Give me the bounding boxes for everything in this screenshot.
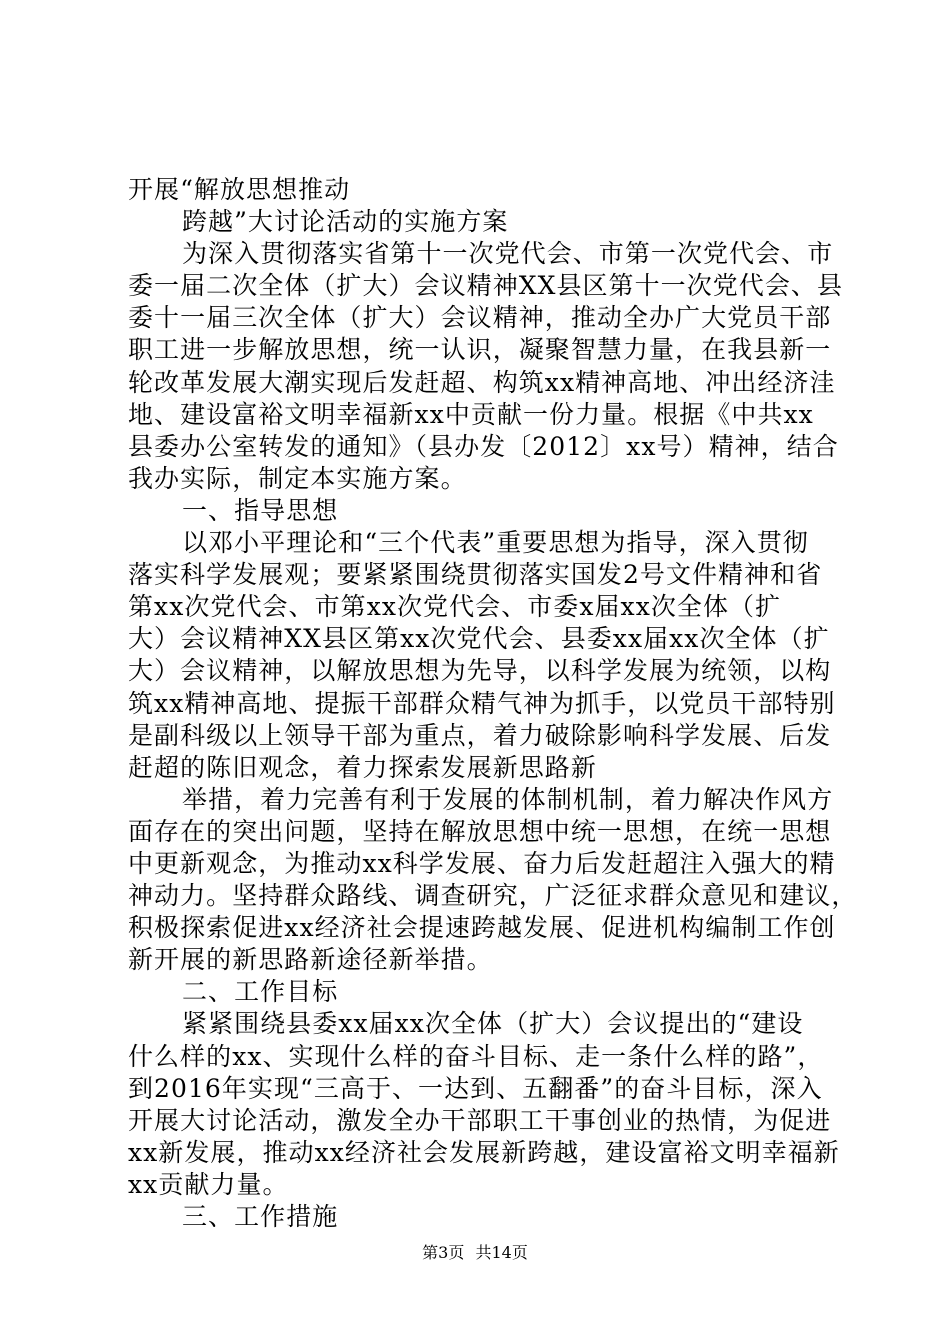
text-line: 赶超的陈旧观念，着力探索发展新思路新 [128, 752, 597, 782]
text-line: 轮改革发展大潮实现后发赶超、构筑xx精神高地、冲出经济洼 [128, 367, 836, 397]
text-line: 面存在的突出问题，坚持在解放思想中统一思想，在统一思想 [128, 816, 832, 846]
text-line: 什么样的xx、实现什么样的奋斗目标、走一条什么样的路”， [128, 1041, 824, 1071]
text-line: 到2016年实现“三高于、一达到、五翻番”的奋斗目标，深入 [128, 1073, 823, 1103]
text-line: 我办实际，制定本实施方案。 [128, 463, 467, 493]
text-line: 举措，着力完善有利于发展的体制机制，着力解决作风方 [182, 784, 834, 814]
text-line: xx贡献力量。 [128, 1169, 289, 1199]
text-line: 紧紧围绕县委xx届xx次全体（扩大）会议提出的“建设 [182, 1009, 804, 1039]
text-line: 跨越”大讨论活动的实施方案 [182, 207, 509, 237]
text-line: 第xx次党代会、市第xx次党代会、市委x届xx次全体（扩 [128, 592, 782, 622]
text-line: 一、指导思想 [182, 495, 339, 525]
text-line: 大）会议精神XX县区第xx次党代会、县委xx届xx次全体（扩 [128, 624, 830, 654]
text-line: 为深入贯彻落实省第十一次党代会、市第一次党代会、市 [182, 239, 834, 269]
text-line: 是副科级以上领导干部为重点，着力破除影响科学发展、后发 [128, 720, 832, 750]
page-footer [0, 1243, 950, 1263]
text-line: 开展大讨论活动，激发全办干部职工干事创业的热情，为促进 [128, 1105, 832, 1135]
page-number: 第3页 [422, 1243, 465, 1262]
text-line: 中更新观念，为推动xx科学发展、奋力后发赶超注入强大的精 [128, 848, 836, 878]
text-line: 神动力。坚持群众路线、调查研究，广泛征求群众意见和建议， [128, 881, 858, 911]
text-line: 地、建设富裕文明幸福新xx中贡献一份力量。根据《中共xx [128, 399, 814, 429]
text-line: 县委办公室转发的通知》（县办发〔2012〕xx号）精神，结合 [128, 431, 839, 461]
text-line: 筑xx精神高地、提振干部群众精气神为抓手，以党员干部特别 [128, 688, 836, 718]
text-line: 积极探索促进xx经济社会提速跨越发展、促进机构编制工作创 [128, 913, 836, 943]
page-total: 共14页 [475, 1243, 528, 1262]
text-line: 三、工作措施 [182, 1202, 339, 1231]
text-line: 委一届二次全体（扩大）会议精神XX县区第十一次党代会、县 [128, 271, 843, 301]
document-body [128, 174, 858, 1233]
text-line: 委十一届三次全体（扩大）会议精神，推动全办广大党员干部 [128, 303, 832, 333]
text-line: xx新发展，推动xx经济社会发展新跨越，建设富裕文明幸福新 [128, 1137, 840, 1167]
text-line: 大）会议精神，以解放思想为先导，以科学发展为统领，以构 [128, 656, 832, 686]
text-line: 开展“解放思想推动 [128, 175, 351, 204]
text-line: 职工进一步解放思想，统一认识，凝聚智慧力量，在我县新一 [128, 335, 832, 365]
text-line: 以邓小平理论和“三个代表”重要思想为指导，深入贯彻 [182, 528, 809, 558]
text-line: 新开展的新思路新途径新举措。 [128, 945, 493, 975]
text-line: 落实科学发展观；要紧紧围绕贯彻落实国发2号文件精神和省 [128, 560, 823, 590]
text-line: 二、工作目标 [182, 977, 339, 1007]
